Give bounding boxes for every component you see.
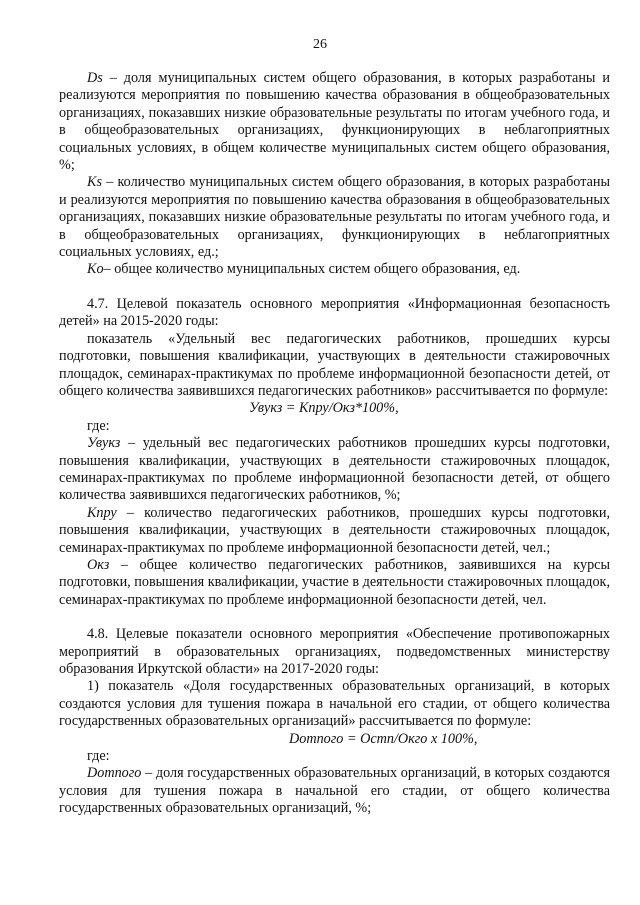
kpru-definition xyxy=(59,505,610,557)
section-4-8-item-1: 1) показатель «Доля государственных образовательных организаций, в которых создаются условия для тушения пожара в начальной его стадии, от общего количества государственных образовательных организаций» рассчитывается по формуле: xyxy=(59,678,610,730)
section-4-7-heading: 4.7. Целевой показатель основного мероприятия «Информационная безопасность детей» на 2015-2020 годы: xyxy=(59,295,610,330)
page-number: 26 xyxy=(313,37,327,52)
okz-definition xyxy=(59,557,610,609)
ks-definition xyxy=(59,174,610,261)
kpru-text: – количество педагогических работников, прошедших курсы подготовки, повышения квалификации, участвующих в деятельности стажировочных площадок, семинарах-практикумах по проблеме информационной безопасности детей, чел.; xyxy=(59,504,610,556)
ko-variable: Ko xyxy=(87,261,104,278)
okz-variable: Окз xyxy=(87,556,110,573)
dotpogo-text: – доля государственных образовательных организаций, в которых создаются условия для тушения пожара в начальной его стадии, от общего количества государственных образовательных организаций, %; xyxy=(59,765,610,817)
ds-variable: Ds xyxy=(87,70,103,86)
section-4-8-formula: Dотпого = Остп/Окго х 100%, xyxy=(289,730,478,747)
section-4-8-heading: 4.8. Целевые показатели основного мероприятия «Обеспечение противопожарных мероприятий в образовательных организациях, подведомственных министерству образования Иркутской области» на 2017-2020 годы: xyxy=(59,626,610,677)
section-4-7-indicator: показатель «Удельный вес педагогических работников, прошедших курсы подготовки, повышения квалификации, участвующих в деятельности стажировочных площадок, семинарах-практикумах по проблеме информационной безопасности детей, от общего количества заявившихся педагогических работников» рассчитывается по формуле: xyxy=(59,330,610,399)
dotpogo-definition xyxy=(59,765,610,817)
uvukz-text: – удельный вес педагогических работников прошедших курсы подготовки, повышения квалификации, участвующих в деятельности стажировочных площадок, семинарах-практикумах по проблеме информационной безопасности детей, от общего количества заявившихся педагогических работников, %; xyxy=(59,435,610,504)
ko-definition xyxy=(59,261,610,278)
document-body xyxy=(59,70,610,818)
section-4-7-where: где: xyxy=(87,417,110,434)
uvukz-definition xyxy=(59,435,610,505)
ks-variable: Ks xyxy=(87,174,102,191)
kpru-variable: Кпру xyxy=(87,504,117,521)
okz-text: – общее количество педагогических работников, заявившихся на курсы подготовки, повышения квалификации, участие в деятельности стажировочных площадок, семинарах-практикумах по проблеме информационной безопасности детей, чел. xyxy=(59,556,610,608)
section-4-8-where: где: xyxy=(87,748,110,765)
ds-text: – доля муниципальных систем общего образования, в которых разработаны и реализуются мероприятия по повышению качества образования в общеобразовательных организациях, показавших низкие образовательные результаты по итогам учебного года, и в общеобразовательных организациях, функционирующих в неблагоприятных социальных условиях, в общем количестве муниципальных систем общего образования, %; xyxy=(59,70,610,174)
ds-definition xyxy=(59,70,610,174)
dotpogo-variable: Dотпого xyxy=(87,765,142,782)
section-4-7-formula: Увукз = Кпру/Окз*100%, xyxy=(249,400,399,417)
uvukz-variable: Увукз xyxy=(87,435,121,452)
ks-text: – количество муниципальных систем общего образования, в которых разработаны и реализуются мероприятия по повышению качества образования в общеобразовательных организациях, показавших низкие образовательные результаты по итогам учебного года, и в общеобразовательных организациях, функционирующих в неблагоприятных социальных условиях, ед.; xyxy=(59,174,610,261)
ko-text: – общее количество муниципальных систем общего образования, ед. xyxy=(103,261,521,278)
